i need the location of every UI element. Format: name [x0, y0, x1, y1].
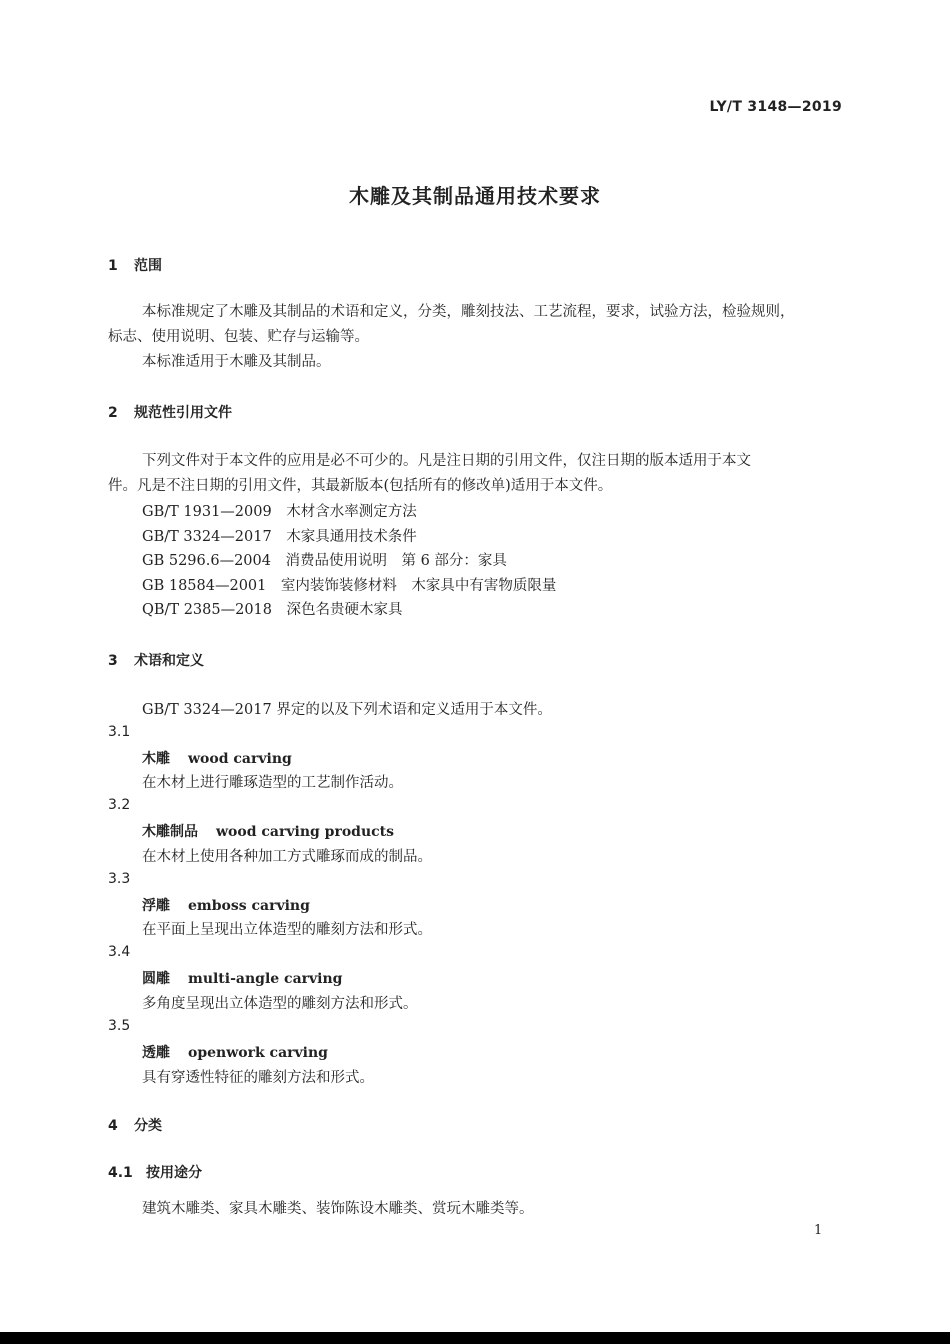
reference-item: GB 5296.6—2004 消费品使用说明 第 6 部分：家具: [142, 553, 507, 569]
term-definition: 在平面上呈现出立体造型的雕刻方法和形式。: [142, 922, 432, 938]
section-number: 2: [108, 405, 118, 421]
reference-item: GB/T 3324—2017 木家具通用技术条件: [142, 529, 417, 545]
term-en: openwork carving: [188, 1045, 328, 1061]
term-number: 3.3: [108, 871, 131, 887]
term-en: wood carving: [188, 751, 292, 767]
term-zh: 浮雕: [142, 898, 170, 914]
term-zh: 木雕制品: [142, 824, 198, 840]
section-number: 4: [108, 1118, 118, 1134]
section-number: 1: [108, 258, 118, 274]
term-number: 3.4: [108, 944, 131, 960]
term-definition: 在木材上使用各种加工方式雕琢而成的制品。: [142, 849, 432, 865]
term-en: wood carving products: [216, 824, 395, 840]
term-definition: 在木材上进行雕琢造型的工艺制作活动。: [142, 775, 403, 791]
section-4-heading: [108, 1115, 162, 1135]
term-definition: 多角度呈现出立体造型的雕刻方法和形式。: [142, 996, 418, 1012]
subsection-4-1-heading: [108, 1162, 202, 1182]
section-3-heading: [108, 650, 204, 670]
section-number: 3: [108, 653, 118, 669]
term-number: 3.2: [108, 797, 131, 813]
term-zh: 圆雕: [142, 971, 170, 987]
standard-number: LY/T 3148—2019: [709, 99, 842, 115]
section-title: 规范性引用文件: [134, 405, 232, 421]
subsection-title: 按用途分: [146, 1165, 202, 1181]
subsection-number: 4.1: [108, 1165, 133, 1181]
reference-item: GB/T 1931—2009 木材含水率测定方法: [142, 504, 417, 520]
paragraph-line: 件。凡是不注日期的引用文件，其最新版本(包括所有的修改单)适用于本文件。: [108, 478, 613, 494]
term-en: multi-angle carving: [188, 971, 343, 987]
section-3-intro: GB/T 3324—2017 界定的以及下列术语和定义适用于本文件。: [142, 702, 552, 718]
term-heading: [142, 968, 342, 988]
section-1-heading: [108, 255, 162, 275]
term-heading: [142, 821, 394, 841]
bottom-border: [0, 1332, 950, 1344]
section-2-heading: [108, 402, 232, 422]
term-heading: [142, 1042, 328, 1062]
section-4-paragraph: 建筑木雕类、家具木雕类、装饰陈设木雕类、赏玩木雕类等。: [142, 1201, 534, 1217]
paragraph-line: 标志、使用说明、包装、贮存与运输等。: [108, 329, 369, 345]
reference-item: GB 18584—2001 室内装饰装修材料 木家具中有害物质限量: [142, 578, 557, 594]
term-heading: [142, 895, 310, 915]
term-number: 3.5: [108, 1018, 131, 1034]
term-definition: 具有穿透性特征的雕刻方法和形式。: [142, 1070, 374, 1086]
term-zh: 透雕: [142, 1045, 170, 1061]
section-2-paragraph: [108, 449, 844, 499]
paragraph-line: 本标准适用于木雕及其制品。: [142, 354, 331, 370]
paragraph-line: 本标准规定了木雕及其制品的术语和定义，分类，雕刻技法、工艺流程，要求，试验方法，检验规则，: [142, 304, 795, 320]
reference-item: QB/T 2385—2018 深色名贵硬木家具: [142, 602, 403, 618]
paragraph-line: 下列文件对于本文件的应用是必不可少的。凡是注日期的引用文件，仅注日期的版本适用于本文: [142, 453, 751, 469]
term-number: 3.1: [108, 724, 131, 740]
section-1-paragraph: [108, 300, 844, 375]
section-title: 分类: [134, 1118, 162, 1134]
term-zh: 木雕: [142, 751, 170, 767]
page-number: 1: [814, 1223, 823, 1238]
document-title: 木雕及其制品通用技术要求: [349, 184, 601, 208]
section-title: 术语和定义: [134, 653, 204, 669]
section-title: 范围: [134, 258, 162, 274]
term-en: emboss carving: [188, 898, 310, 914]
term-heading: [142, 748, 292, 768]
